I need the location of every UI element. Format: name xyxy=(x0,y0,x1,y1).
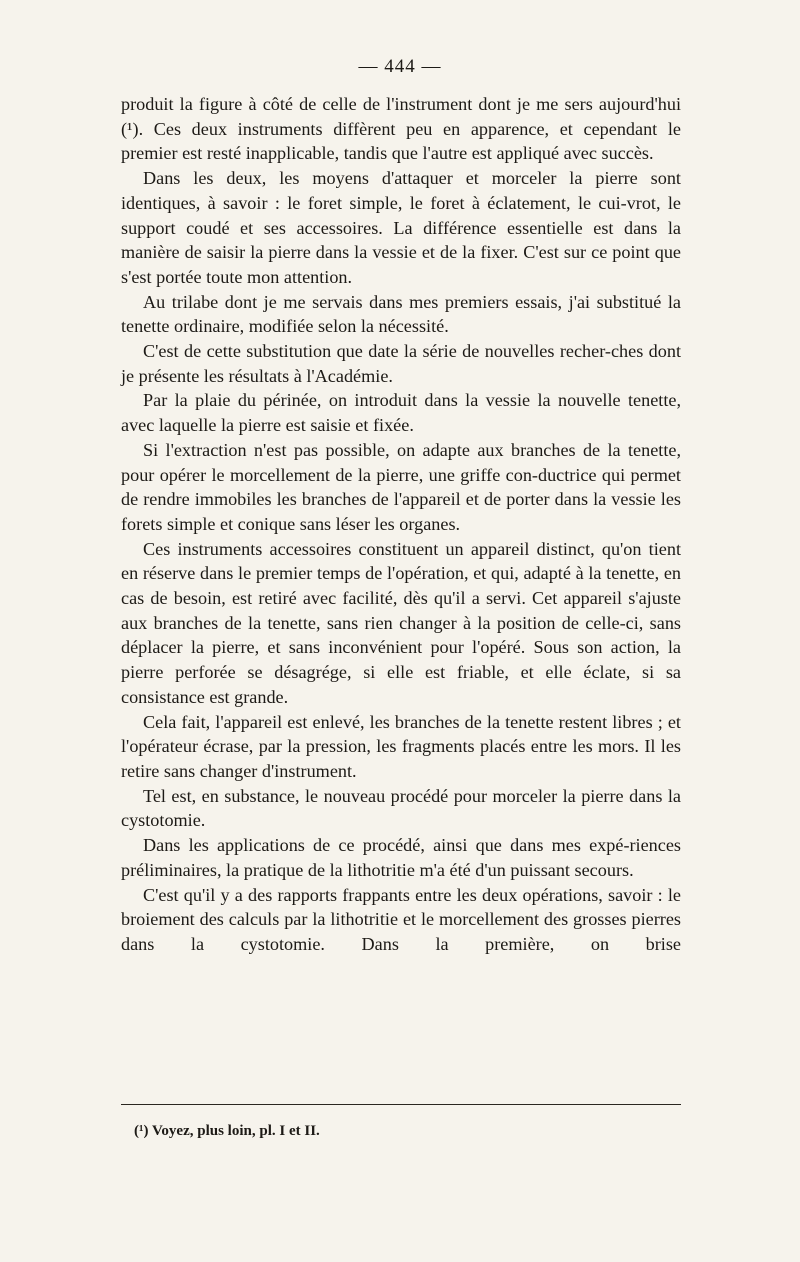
footnote-rule xyxy=(121,1104,681,1105)
body-text xyxy=(121,92,681,957)
page-number: — 444 — xyxy=(358,56,442,77)
paragraph-3: Au trilabe dont je me servais dans mes premiers essais, j'ai substitué la tenette ordinaire, modifiée selon la nécessité. xyxy=(121,291,681,337)
paragraph-7: Ces instruments accessoires constituent un appareil distinct, qu'on tient en réserve dans le premier temps de l'opération, et qui, adapté à la tenette, en cas de besoin, est retiré avec facilité, dès qu'il a servi. Cet appareil s'ajuste aux branches de la tenette, sans rien changer à la position de celle-ci, sans déplacer la pierre, et sans inconvénient pour l'opéré. Sous son action, la pierre perforée se désagrége, si elle est friable, et elle éclate, si sa consistance est grande. xyxy=(121,538,681,707)
paragraph-6: Si l'extraction n'est pas possible, on adapte aux branches de la tenette, pour opérer le morcellement de la pierre, une griffe con-ductrice qui permet de rendre immobiles les branches de l'appareil et de porter dans la vessie les forets simple et conique sans léser les organes. xyxy=(121,439,681,534)
paragraph-9: Tel est, en substance, le nouveau procédé pour morceler la pierre dans la cystotomie. xyxy=(121,785,681,831)
paragraph-4: C'est de cette substitution que date la série de nouvelles recher-ches dont je présente les résultats à l'Académie. xyxy=(121,341,681,386)
paragraph-10: Dans les applications de ce procédé, ainsi que dans mes expé-riences préliminaires, la pratique de la lithotritie m'a été d'un puissant secours. xyxy=(121,835,681,880)
paragraph-1: produit la figure à côté de celle de l'instrument dont je me sers aujourd'hui (¹). Ces deux instruments diffèrent peu en apparence, et cependant le premier est resté inapplicable, tandis que l'autre est appliqué avec succès. xyxy=(121,94,681,164)
paragraph-2: Dans les deux, les moyens d'attaquer et morceler la pierre sont identiques, à savoir : le foret simple, le foret à éclatement, le cui-vrot, le support coudé et ses accessoires. La différence essentielle est dans la manière de saisir la pierre dans la vessie et de la fixer. C'est sur ce point que s'est portée toute mon attention. xyxy=(121,168,681,287)
paragraph-8: Cela fait, l'appareil est enlevé, les branches de la tenette restent libres ; et l'opérateur écrase, par la pression, les fragments placés entre les mors. Il les retire sans changer d'instrument. xyxy=(121,711,681,781)
paragraph-5: Par la plaie du périnée, on introduit dans la vessie la nouvelle tenette, avec laquelle la pierre est saisie et fixée. xyxy=(121,390,681,436)
footnote: (¹) Voyez, plus loin, pl. I et II. xyxy=(134,1123,320,1139)
paragraph-11: C'est qu'il y a des rapports frappants entre les deux opérations, savoir : le broiement des calculs par la lithotritie et le morcellement des grosses pierres dans la cystotomie. Dans la première, on brise xyxy=(121,884,681,954)
